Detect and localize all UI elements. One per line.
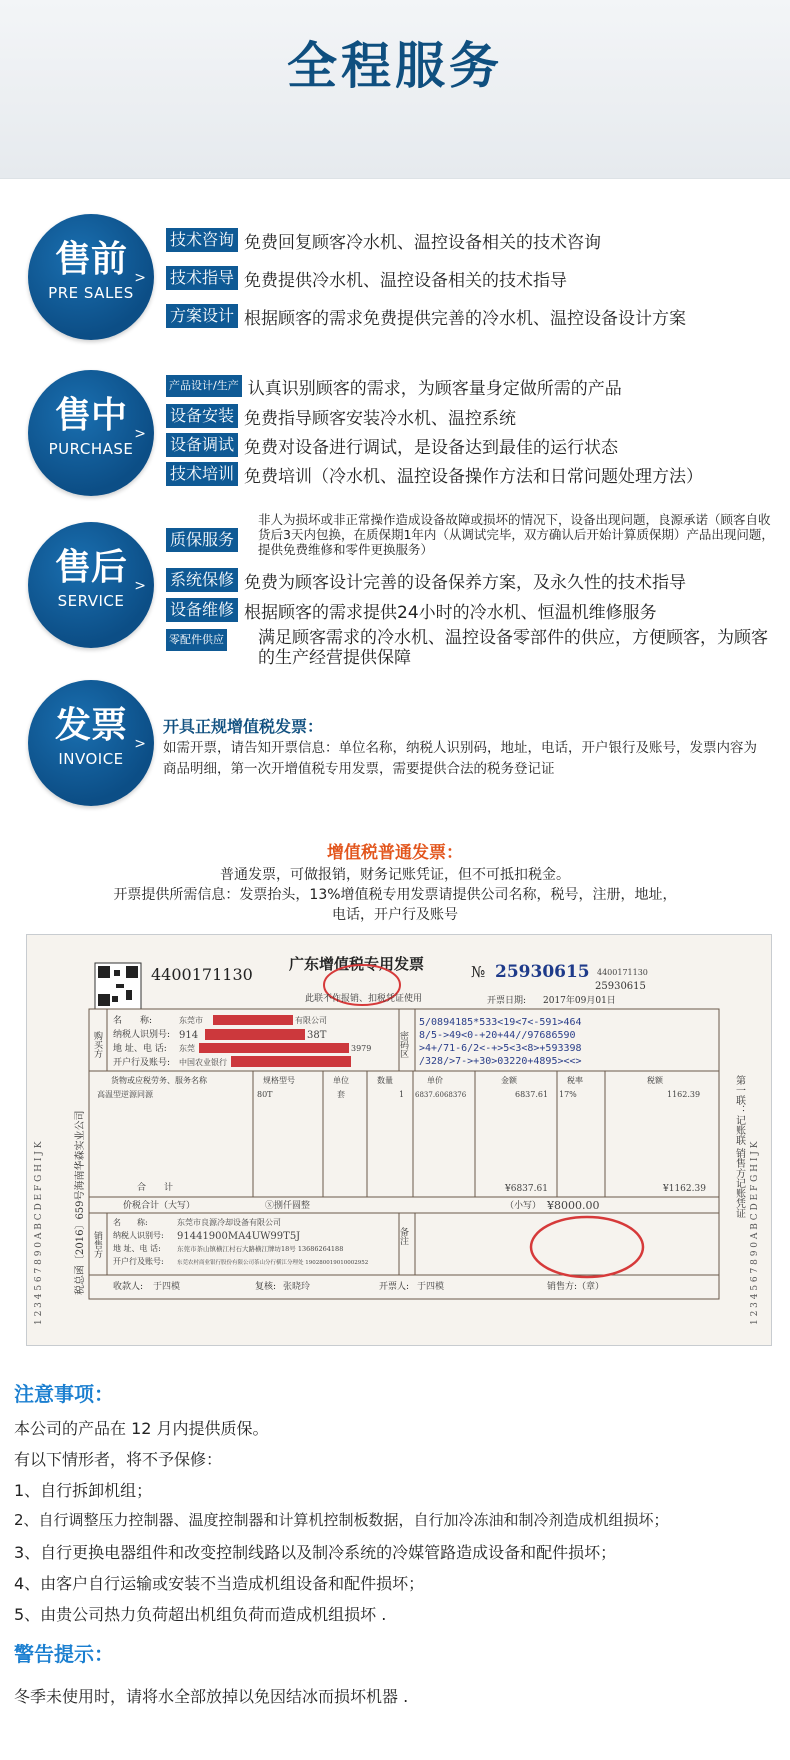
item-qty: 1 — [399, 1090, 405, 1099]
purchase-item — [166, 433, 618, 457]
service-tag: 设备维修 — [166, 598, 238, 622]
notice-line: 3、自行更换电器组件和改变控制线路以及制冷系统的冷媒管路造成设备和配件损坏； — [14, 1543, 617, 1562]
service-tag: 设备调试 — [166, 433, 238, 457]
item-name: 高温型逆源同源 — [97, 1090, 153, 1099]
invoice-code: 4400171130 — [151, 965, 253, 984]
item-rate: 17% — [559, 1090, 577, 1099]
item-spec: 80T — [257, 1090, 273, 1099]
buyer-taxid: 914 — [179, 1030, 199, 1041]
service-desc: 免费对设备进行调试，是设备达到最佳的运行状态 — [244, 437, 619, 458]
col-unit: 单位 — [333, 1076, 349, 1085]
redaction-mark — [205, 1029, 305, 1040]
buyer-bank: 中国农业银行 — [179, 1058, 227, 1067]
service-tag: 设备安装 — [166, 404, 238, 428]
seller-name-label: 名 称: — [113, 1218, 148, 1227]
presales-item — [166, 304, 686, 328]
chevron-right-icon: > — [134, 578, 146, 594]
chevron-right-icon: > — [134, 270, 146, 286]
buyer-name-label: 名 称: — [113, 1016, 153, 1026]
service-tag: 技术指导 — [166, 266, 238, 290]
invoice-badge — [28, 680, 154, 806]
col-goods: 货物或应税劳务、服务名称 — [111, 1076, 207, 1085]
invoice-svg — [27, 935, 771, 1345]
purchase-item — [166, 404, 516, 428]
notice-line: 2、自行调整压力控制器、温度控制器和计算机控制板数据，自行加冷冻油和制冷剂造成机组损坏； — [14, 1511, 669, 1529]
sum-small: ¥8000.00 — [547, 1199, 600, 1212]
presales-title: 售前 — [54, 239, 127, 280]
presales-subtitle: PRE SALES — [48, 284, 134, 302]
vat-title: 增值税普通发票： — [327, 843, 463, 863]
sum-label: 价税合计（大写） — [123, 1201, 196, 1211]
service-tag: 技术培训 — [166, 462, 238, 486]
side-note-right: 第一联：记账联 销售方记账凭证 — [733, 1075, 745, 1219]
service-tag: 产品设计/生产 — [166, 375, 242, 397]
service-title: 售后 — [54, 547, 127, 588]
service-item — [166, 528, 238, 552]
item-tax: 1162.39 — [667, 1090, 701, 1099]
service-tag: 方案设计 — [166, 304, 238, 328]
service-item — [166, 568, 686, 592]
ruler-right: 1 2 3 4 5 6 7 8 9 0 A B C D E F G H I J K — [750, 1141, 760, 1325]
total-amount: ¥6837.61 — [505, 1184, 548, 1194]
buyer-name: 东莞市 — [179, 1016, 203, 1025]
seller-addr-label: 地 址、电 话: — [113, 1244, 161, 1253]
service-subtitle: SERVICE — [57, 592, 125, 610]
date-label: 开票日期: — [487, 996, 527, 1006]
invoice-title-text: 广东增值税专用发票 — [289, 955, 425, 973]
purchase-section — [0, 370, 790, 500]
reviewer-label: 复核: — [255, 1282, 277, 1292]
service-desc: 满足顾客需求的冷水机、温控设备零部件的供应，方便顾客，为顾客的生产经营提供保障 — [258, 628, 768, 668]
notice-line: 有以下情形者，将不予保修： — [14, 1450, 223, 1469]
seller-bank-label: 开户行及账号: — [113, 1257, 164, 1266]
password-label: 密码区 — [398, 1031, 408, 1058]
number-label: № — [471, 963, 486, 981]
seller-taxid-label: 纳税人识别号: — [113, 1231, 164, 1240]
service-desc: 认真识别顾客的需求，为顾客量身定做所需的产品 — [247, 378, 622, 399]
col-rate: 税率 — [567, 1076, 583, 1085]
invoice-date: 2017年09月01日 — [543, 996, 616, 1006]
vat-line: 普通发票，可做报销，财务记账凭证，但不可抵扣税金。 — [220, 867, 570, 883]
presales-badge — [28, 214, 154, 340]
seller-name: 东莞市良源冷却设备有限公司 — [177, 1218, 281, 1227]
seller-addr: 东莞市茶山镇横江村石大路横江牌坊18号 13686264188 — [177, 1245, 344, 1253]
buyer-addr: 东莞 — [179, 1044, 195, 1053]
notice-line: 本公司的产品在 12 月内提供质保。 — [14, 1419, 269, 1438]
buyer-label: 购买方 — [92, 1031, 102, 1058]
notice-title: 注意事项： — [14, 1382, 114, 1406]
invoice-number: 25930615 — [495, 962, 590, 982]
presales-item — [166, 266, 567, 290]
notice-line: 5、由贵公司热力负荷超出机组负荷而造成机组损坏 . — [14, 1605, 387, 1624]
item-amount: 6837.61 — [515, 1090, 549, 1099]
invoice-title: 发票 — [54, 705, 127, 746]
warning-text: 冬季未使用时，请将水全部放掉以免因结冰而损坏机器 . — [14, 1687, 409, 1706]
service-desc: 根据顾客的需求免费提供完善的冷水机、温控设备设计方案 — [244, 308, 687, 329]
purchase-subtitle: PURCHASE — [48, 440, 134, 458]
buyer-name-tail: 有限公司 — [295, 1016, 327, 1025]
service-tag: 质保服务 — [166, 528, 238, 552]
service-desc: 免费指导顾客安装冷水机、温控系统 — [244, 408, 517, 429]
redaction-mark — [213, 1015, 293, 1025]
warning-title: 警告提示： — [14, 1642, 114, 1666]
payee-label: 收款人: — [113, 1282, 144, 1292]
redaction-mark — [231, 1056, 351, 1067]
invoice-side-code: 4400171130 — [597, 968, 648, 977]
ruler-left: 1 2 3 4 5 6 7 8 9 0 A B C D E F G H I J K — [34, 1141, 44, 1325]
drawer-label: 开票人: — [379, 1282, 410, 1292]
chevron-right-icon: > — [134, 736, 146, 752]
service-desc: 非人为损坏或非正常操作造成设备故障或损坏的情况下，设备出现问题，良源承诺（顾客自收货后3天内包换，在质保期1年内（从调试完毕，双方确认后开始计算质保期）产品出现问题，提供免费维修和零件更换服务） — [258, 512, 774, 557]
seller-bank: 东莞农村商业银行股份有限公司茶山分行横江分理处 190280019010002952 — [177, 1260, 369, 1266]
invoice-subtitle: INVOICE — [58, 750, 124, 768]
sum-small-label: （小写） — [505, 1201, 542, 1211]
service-desc: 免费培训（冷水机、温控设备操作方法和日常问题处理方法） — [244, 466, 704, 487]
invoice-heading: 开具正规增值税发票： — [163, 717, 324, 736]
buyer-addr-tail: 3979 — [351, 1044, 372, 1053]
service-tag: 技术咨询 — [166, 228, 238, 252]
service-tag: 系统保修 — [166, 568, 238, 592]
service-desc: 免费提供冷水机、温控设备相关的技术指导 — [244, 270, 568, 291]
sum-big: ⓧ捌仟圆整 — [265, 1201, 311, 1211]
item-price: 6837.6068376 — [415, 1091, 467, 1099]
service-desc: 免费为顾客设计完善的设备保养方案，及永久性的技术指导 — [244, 572, 687, 593]
seller-label: 销售方 — [92, 1231, 102, 1258]
invoice-side-number: 25930615 — [595, 981, 646, 992]
password-line: /328/>7->+30>03220+4895><<> — [419, 1056, 582, 1067]
side-note-left: 税总函〔2016〕659号海南华森实业公司 — [75, 1110, 86, 1295]
presales-item — [166, 228, 601, 252]
notice-line: 4、由客户自行运输或安装不当造成机组设备和配件损坏； — [14, 1574, 425, 1593]
payee: 于四模 — [153, 1282, 181, 1292]
col-tax: 税额 — [647, 1076, 663, 1085]
purchase-item — [166, 462, 703, 486]
presales-section — [0, 214, 790, 344]
invoice-text: 如需开票，请告知开票信息：单位名称，纳税人识别码，地址，电话，开户银行及账号，发票内容为商品明细，第一次开增值税专用发票，需要提供合法的税务登记证 — [163, 740, 757, 777]
buyer-addr-label: 地 址、电 话: — [113, 1044, 167, 1054]
drawer: 于四模 — [417, 1282, 445, 1292]
service-desc: 免费回复顾客冷水机、温控设备相关的技术咨询 — [244, 232, 602, 253]
seller-taxid: 91441900MA4UW99T5J — [177, 1231, 301, 1242]
buyer-bank-label: 开户行及账号: — [113, 1058, 171, 1068]
remark-label: 备注 — [398, 1227, 408, 1245]
service-item — [166, 628, 227, 652]
password-line: >4+/71-6/2<-+>5<3<8>+593398 — [419, 1043, 582, 1054]
purchase-title: 售中 — [54, 395, 127, 436]
col-amount: 金额 — [501, 1076, 517, 1085]
service-tag: 零配件供应 — [166, 629, 227, 651]
service-badge — [28, 522, 154, 648]
service-desc: 根据顾客的需求提供24小时的冷水机、恒温机维修服务 — [244, 602, 657, 623]
password-line: 5/0894185*533<19<7<-591>464 — [419, 1017, 582, 1028]
col-price: 单价 — [427, 1076, 443, 1085]
total-label: 合 计 — [137, 1183, 174, 1193]
purchase-badge — [28, 370, 154, 496]
seal-label: 销售方:（章） — [547, 1282, 605, 1292]
buyer-taxid-tail: 38T — [307, 1030, 327, 1041]
invoice-note: 此联不作报销、扣税凭证使用 — [305, 994, 423, 1004]
invoice-image — [26, 934, 772, 1346]
purchase-item — [166, 374, 622, 398]
col-qty: 数量 — [377, 1076, 393, 1085]
item-unit: 套 — [337, 1090, 345, 1099]
service-item — [166, 598, 657, 622]
reviewer: 张晓玲 — [283, 1282, 311, 1292]
password-line: 8/5->49<0-+20+44//97686590 — [419, 1030, 576, 1041]
notice-line: 1、自行拆卸机组； — [14, 1481, 153, 1500]
service-section — [0, 512, 790, 682]
vat-line: 开票提供所需信息：发票抬头，13%增值税专用发票请提供公司名称，税号，注册，地址， — [113, 887, 677, 903]
chevron-right-icon: > — [134, 426, 146, 442]
vat-line: 电话，开户行及账号 — [332, 907, 458, 923]
total-tax: ¥1162.39 — [663, 1184, 706, 1194]
buyer-taxid-label: 纳税人识别号: — [113, 1030, 171, 1040]
col-spec: 规格型号 — [263, 1076, 295, 1085]
redaction-mark — [199, 1043, 349, 1053]
page-header — [0, 0, 790, 179]
page-title: 全程服务 — [287, 37, 503, 95]
